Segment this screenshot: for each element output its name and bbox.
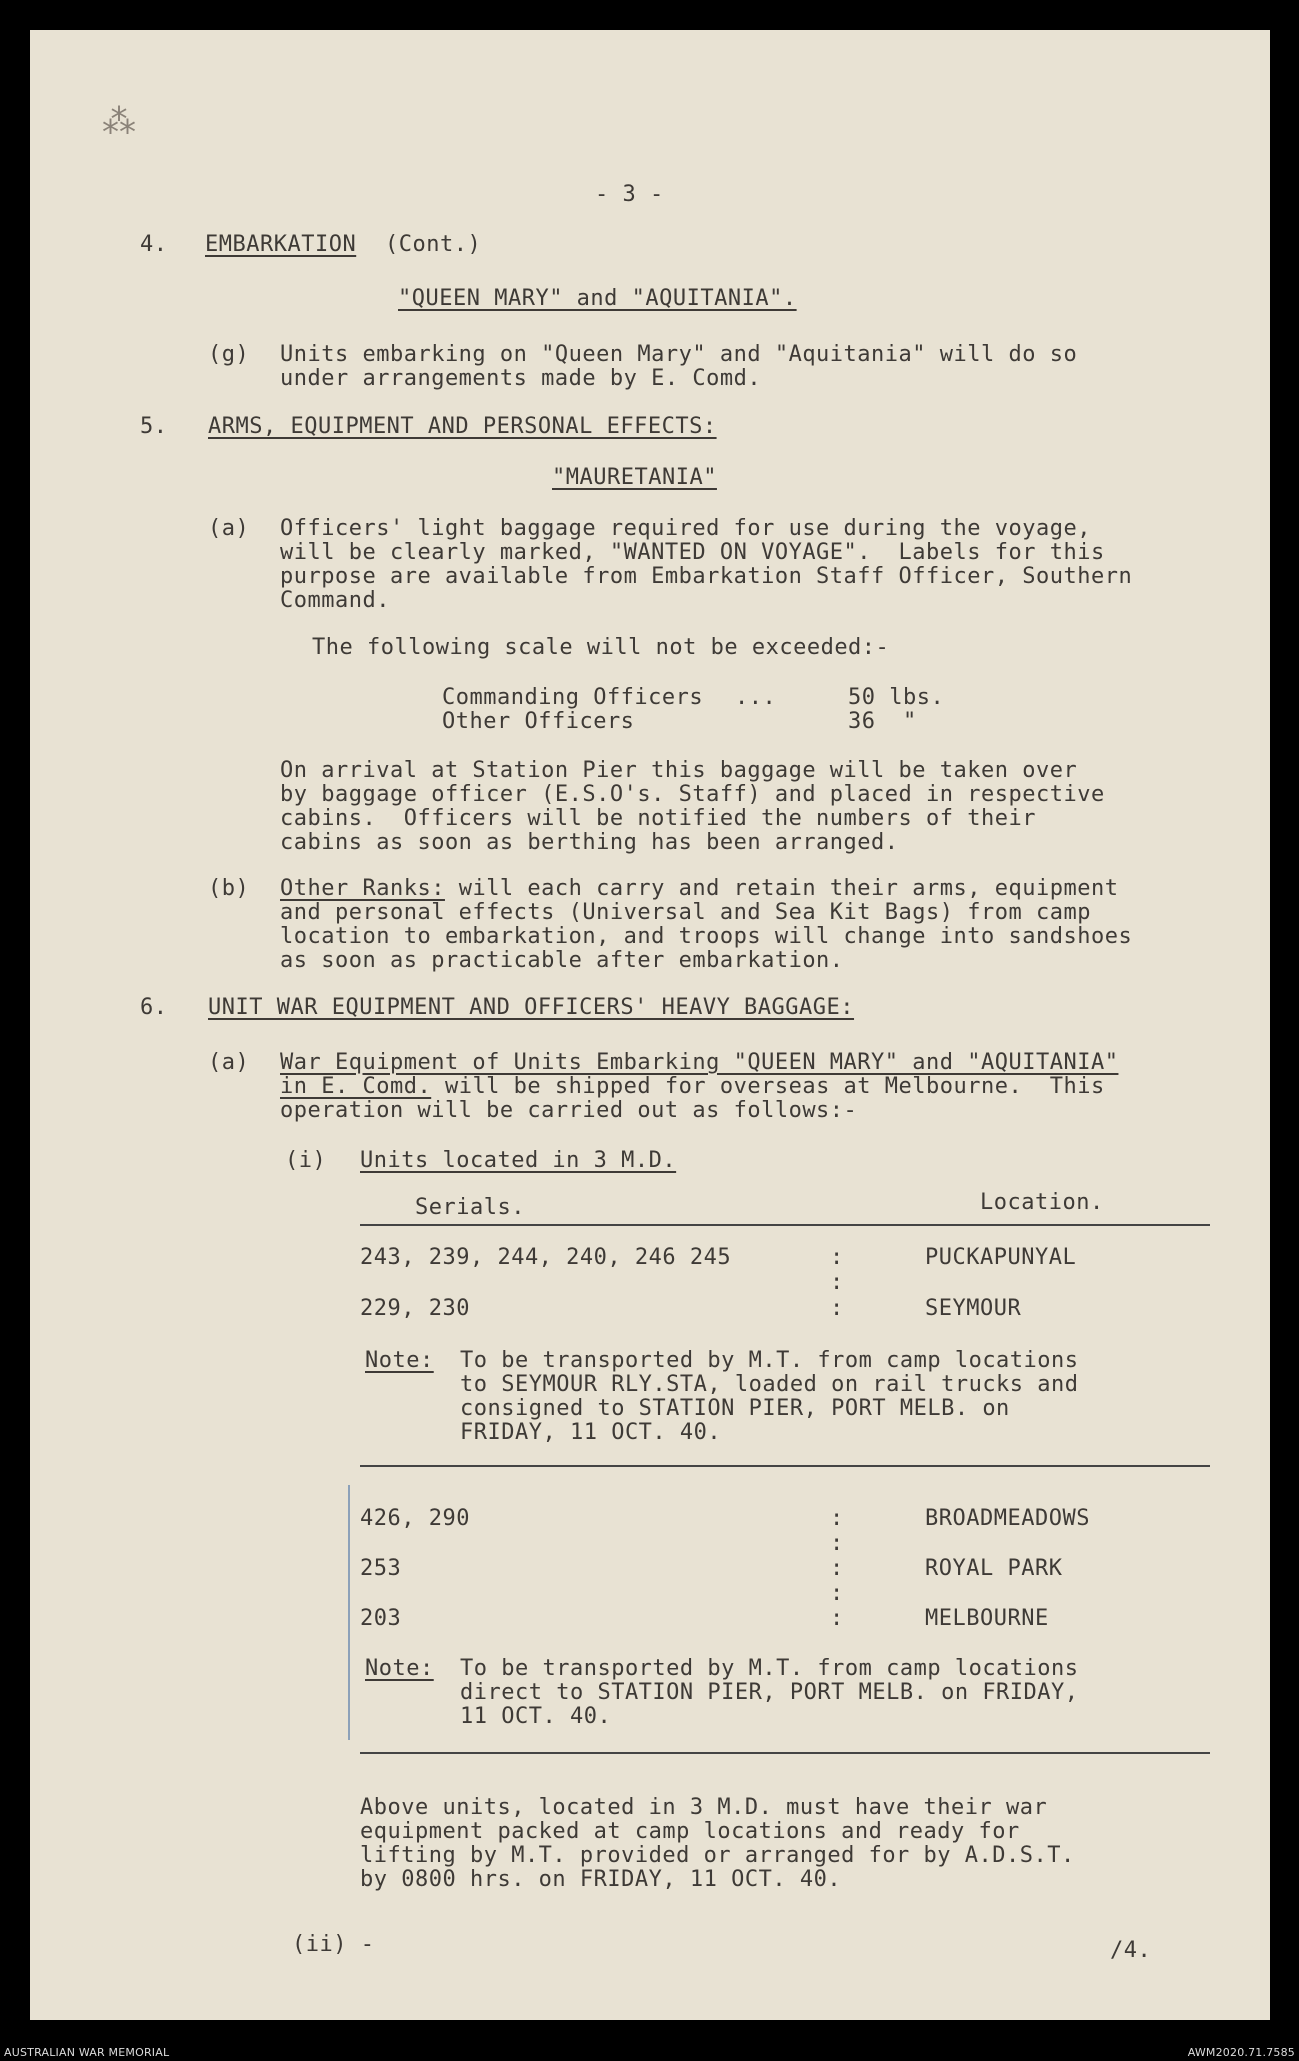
scale-intro: The following scale will not be exceeded:- xyxy=(312,635,890,660)
note-1-line-1: To be transported by M.T. from camp locations xyxy=(460,1348,1079,1373)
archive-credit: AUSTRALIAN WAR MEMORIAL xyxy=(4,2046,170,2059)
location-cell: PUCKAPUNYAL xyxy=(925,1245,1077,1270)
arrival-line-3: cabins. Officers will be notified the numbers of their xyxy=(280,806,1036,831)
serials-cell: 426, 290 xyxy=(360,1506,470,1531)
serials-cell: 253 xyxy=(360,1556,402,1581)
above-units-line-3: lifting by M.T. provided or arranged for by A.D.S.T. xyxy=(360,1843,1075,1868)
above-units-line-4: by 0800 hrs. on FRIDAY, 11 OCT. 40. xyxy=(360,1867,842,1892)
arrival-line-1: On arrival at Station Pier this baggage will be taken over xyxy=(280,758,1078,783)
section-4-g-label: (g) xyxy=(208,342,250,367)
scale-row-label: Other Officers xyxy=(442,709,635,734)
scale-row-dots: ... xyxy=(735,685,777,710)
note-2-line-3: 11 OCT. 40. xyxy=(460,1704,612,1729)
colon-separator: : xyxy=(830,1270,844,1295)
section-5-a-line-4: Command. xyxy=(280,588,390,613)
colon-separator: : xyxy=(830,1296,844,1321)
section-5-a-line-2: will be clearly marked, "WANTED ON VOYAGE". Labels for this xyxy=(280,540,1105,565)
section-5-number: 5. xyxy=(140,414,168,439)
note-2-line-1: To be transported by M.T. from camp locations xyxy=(460,1656,1079,1681)
section-5-b-line-2: and personal effects (Universal and Sea Kit Bags) from camp xyxy=(280,900,1091,925)
section-4-g-line-1: Units embarking on "Queen Mary" and "Aquitania" will do so xyxy=(280,342,1078,367)
column-header-location: Location. xyxy=(980,1190,1104,1215)
location-cell: ROYAL PARK xyxy=(925,1556,1063,1581)
subsection-i-label: (i) xyxy=(285,1148,327,1173)
serials-cell: 229, 230 xyxy=(360,1296,470,1321)
colon-separator: : xyxy=(830,1506,844,1531)
section-6-heading: UNIT WAR EQUIPMENT AND OFFICERS' HEAVY BAGGAGE: xyxy=(208,995,855,1020)
column-header-serials: Serials. xyxy=(415,1195,525,1220)
closing-rule xyxy=(360,1752,1210,1754)
note-1-line-2: to SEYMOUR RLY.STA, loaded on rail trucks and xyxy=(460,1372,1079,1397)
colon-separator: : xyxy=(830,1531,844,1556)
note-1-label: Note: xyxy=(365,1348,434,1373)
note-2-label: Note: xyxy=(365,1656,434,1681)
section-5-heading: ARMS, EQUIPMENT AND PERSONAL EFFECTS: xyxy=(208,414,717,439)
section-4-cont: (Cont.) xyxy=(385,232,482,257)
location-cell: BROADMEADOWS xyxy=(925,1506,1090,1531)
section-6-a-line-1: War Equipment of Units Embarking "QUEEN MARY" and "AQUITANIA" xyxy=(280,1050,1119,1075)
serials-cell: 203 xyxy=(360,1606,402,1631)
note-1-line-4: FRIDAY, 11 OCT. 40. xyxy=(460,1420,722,1445)
arrival-line-2: by baggage officer (E.S.O's. Staff) and placed in respective xyxy=(280,782,1105,807)
section-4-subheading: "QUEEN MARY" and "AQUITANIA". xyxy=(398,286,797,311)
note-2-line-2: direct to STATION PIER, PORT MELB. on FRIDAY, xyxy=(460,1680,1079,1705)
colon-separator: : xyxy=(830,1556,844,1581)
scale-row-value: 36 " xyxy=(848,709,917,734)
document-page xyxy=(30,30,1270,2020)
margin-pencil-line xyxy=(348,1485,350,1740)
colon-separator: : xyxy=(830,1581,844,1606)
other-ranks-heading: Other Ranks: xyxy=(280,876,445,901)
colon-separator: : xyxy=(830,1245,844,1270)
section-4-number: 4. xyxy=(140,232,168,257)
above-units-line-2: equipment packed at camp locations and ready for xyxy=(360,1819,1020,1844)
section-5-b-line-4: as soon as practicable after embarkation. xyxy=(280,948,844,973)
section-6-a-line-3: operation will be carried out as follows:- xyxy=(280,1098,858,1123)
subsection-i-heading: Units located in 3 M.D. xyxy=(360,1148,677,1173)
ink-smudge-mark: ⁂ xyxy=(102,102,136,142)
section-4-heading: EMBARKATION xyxy=(205,232,357,257)
note-1-line-3: consigned to STATION PIER, PORT MELB. on xyxy=(460,1396,1010,1421)
scale-row-value: 50 lbs. xyxy=(848,685,945,710)
next-page-marker: /4. xyxy=(1110,1938,1152,1963)
table-header-rule xyxy=(360,1224,1210,1226)
section-4-g-line-2: under arrangements made by E. Comd. xyxy=(280,366,762,391)
section-5-b-line-1-rest: will each carry and retain their arms, equipment xyxy=(444,876,1119,901)
section-5-b-line-3: location to embarkation, and troops will change into sandshoes xyxy=(280,924,1133,949)
location-cell: SEYMOUR xyxy=(925,1296,1022,1321)
section-5-a-label: (a) xyxy=(208,516,250,541)
page-number: - 3 - xyxy=(595,182,664,207)
section-5-a-line-3: purpose are available from Embarkation Staff Officer, Southern xyxy=(280,564,1133,589)
section-5-a-line-1: Officers' light baggage required for use during the voyage, xyxy=(280,516,1091,541)
section-6-a-line-2-rest: will be shipped for overseas at Melbourne. This xyxy=(431,1074,1105,1099)
section-5-b-line-1 xyxy=(280,876,1118,902)
above-units-line-1: Above units, located in 3 M.D. must have their war xyxy=(360,1795,1048,1820)
section-6-number: 6. xyxy=(140,995,168,1020)
archive-reference: AWM2020.71.7585 xyxy=(1187,2046,1295,2059)
e-comd-text: in E. Comd. xyxy=(280,1074,432,1099)
colon-separator: : xyxy=(830,1606,844,1631)
serials-cell: 243, 239, 244, 240, 246 245 xyxy=(360,1245,732,1270)
scale-row-label: Commanding Officers xyxy=(442,685,704,710)
section-5-subheading: "MAURETANIA" xyxy=(552,465,717,490)
subsection-ii-label: (ii) - xyxy=(292,1932,375,1957)
location-cell: MELBOURNE xyxy=(925,1606,1049,1631)
section-5-b-label: (b) xyxy=(208,876,250,901)
section-6-a-line-2 xyxy=(280,1074,1105,1100)
arrival-line-4: cabins as soon as berthing has been arranged. xyxy=(280,830,899,855)
group-divider-rule xyxy=(360,1465,1210,1467)
section-6-a-label: (a) xyxy=(208,1050,250,1075)
